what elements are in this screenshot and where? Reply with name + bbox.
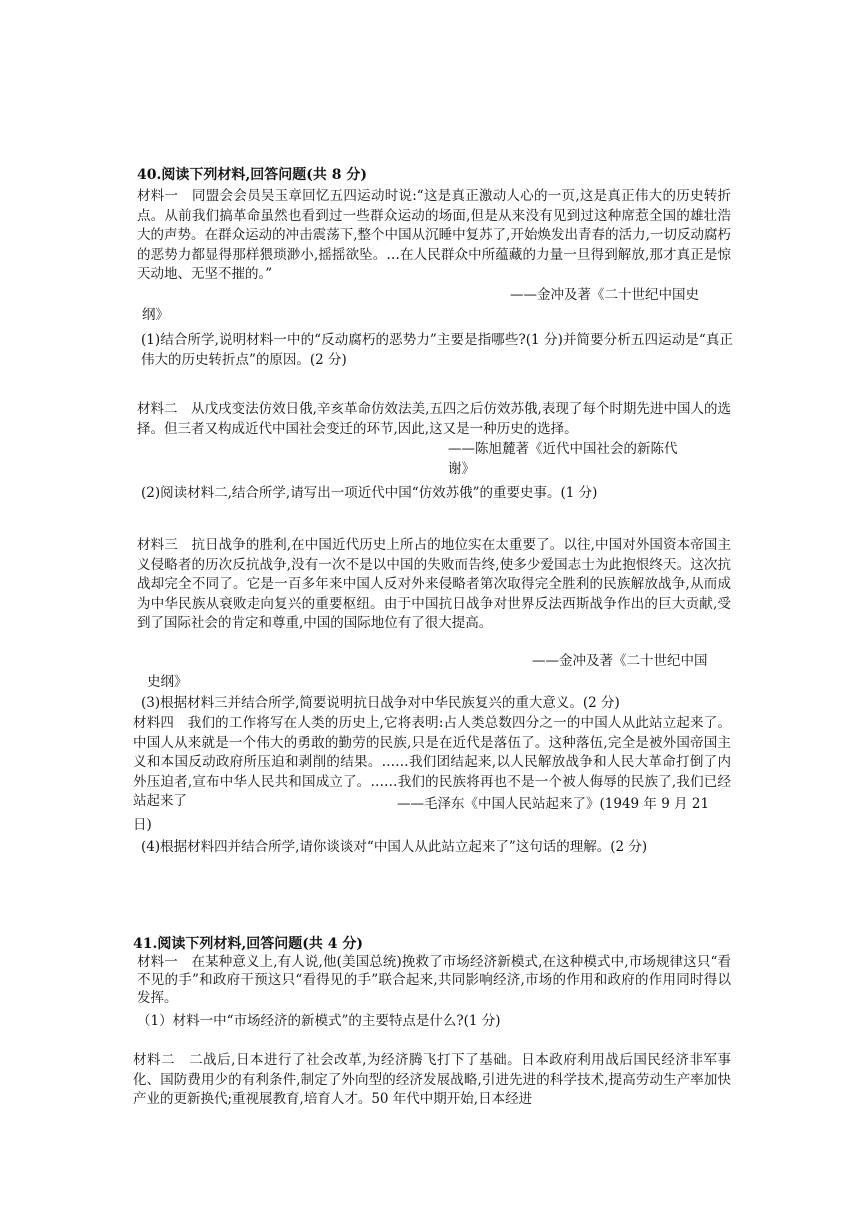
q40-material-1: 材料一 同盟会会员吴玉章回忆五四运动时说:“这是真正激动人心的一页,这是真正伟大的历史转折点。从前我们搞革命虽然也看到过一些群众运动的场面,但是从来没有见到过这种席惹全国的雄壮浩大的声势。在群众运动的冲击震荡下,整个中国从沉睡中复苏了,开始焕发出青春的活力,一切反动腐朽的恶势力都显得那样猥琐渺小,摇摇欲坠。…在人民群众中所蕴藏的力量一旦得到解放,那才真正是惊天动地、无坚不摧的。” (137, 188, 731, 283)
source-line: 谢》 (448, 460, 475, 477)
q40-material-3-source: ——金冲及著《二十世纪中国 (532, 653, 708, 669)
q40-material-2: 材料二 从戊戌变法仿效日俄,辛亥革命仿效法美,五四之后仿效苏俄,表现了每个时期先进中国人的选择。但三者又构成近代中国社会变迁的环节,因此,这又是一种历史的选择。 (137, 401, 731, 437)
q41-material-2: 材料二 二战后,日本进行了社会改革,为经济腾飞打下了基础。日本政府利用战后国民经济非军事化、国防费用少的有利条件,制定了外向型的经济发展战略,引进先进的科学技术,提高劳动生产率加快产业的更新换代;重视展教育,培育人才。50 年代中期开始,日本经进 (133, 1052, 731, 1108)
q40-material-4-source-cont: 日) (133, 817, 152, 833)
q41-question-1: （1）材料一中“市场经济的新模式”的主要特点是什么?(1 分) (137, 1013, 501, 1029)
q40-material-4: 材料四 我们的工作将写在人类的历史上,它将表明:占人类总数四分之一的中国人从此站立起来了。中国人从来就是一个伟大的勇敢的勤劳的民族,只是在近代是落伍了。这种落伍,完全是被外国帝国主义和本国反动政府所压迫和剥削的结果。……我们团结起来,以人民解放战争和人民大革命打倒了内外压迫者,宣布中华人民共和国成立了。……我们的民族将再也不是一个被人侮辱的民族了,我们已经站起来了 (133, 715, 731, 810)
q40-material-1-source-cont: 纲》 (142, 307, 169, 323)
q40-question-1: (1)结合所学,说明材料一中的“反动腐朽的恶势力”主要是指哪些?(1 分)并简要分析五四运动是“真正伟大的历史转折点”的原因。(2 分) (141, 332, 733, 368)
q40-material-3: 材料三 抗日战争的胜利,在中国近代历史上所占的地位实在太重要了。以往,中国对外国资本帝国主义侵略者的历次反抗战争,没有一次不是以中国的失败而告终,使多少爱国志士为此抱恨终天。这次抗战却完全不同了。它是一百多年来中国人反对外来侵略者第次取得完全胜利的民族解放战争,从而成为中华民族从衰败走向复兴的重要枢纽。由于中国抗日战争对世界反法西斯战争作出的巨大贡献,受到了国际社会的肯定和尊重,中国的国际地位有了很大提高。 (137, 537, 731, 632)
source-line: ——金冲及著《二十世纪中国史 (510, 287, 699, 303)
q40-material-2-source (448, 440, 738, 479)
q40-question-3: (3)根据材料三并结合所学,简要说明抗日战争对中华民族复兴的重大意义。(2 分) (141, 695, 620, 711)
source-line: ——陈旭麓著《近代中国社会的新陈代 (448, 441, 678, 457)
q41-material-1: 材料一 在某种意义上,有人说,他(美国总统)挽救了市场经济新模式,在这种模式中,市场规律这只“看不见的手”和政府干预这只“看得见的手”联合起来,共同影响经济,市场的作用和政府的作用同时得以发挥。 (137, 954, 731, 1006)
q40-material-3-source-cont: 史纲》 (147, 674, 188, 690)
q40-question-4: (4)根据材料四并结合所学,请你谈谈对“中国人从此站立起来了”这句话的理解。(2 分) (141, 839, 648, 855)
question-40-title: 40.阅读下列材料,回答问题(共 8 分) (137, 167, 367, 183)
question-41-title: 41.阅读下列材料,回答问题(共 4 分) (133, 936, 363, 952)
q40-question-2: (2)阅读材料二,结合所学,请写出一项近代中国“仿效苏俄”的重要史事。(1 分) (141, 485, 598, 501)
q40-material-4-source: ——毛泽东《中国人民站起来了》(1949 年 9 月 21 (397, 796, 710, 812)
q40-material-1-source (510, 286, 750, 306)
